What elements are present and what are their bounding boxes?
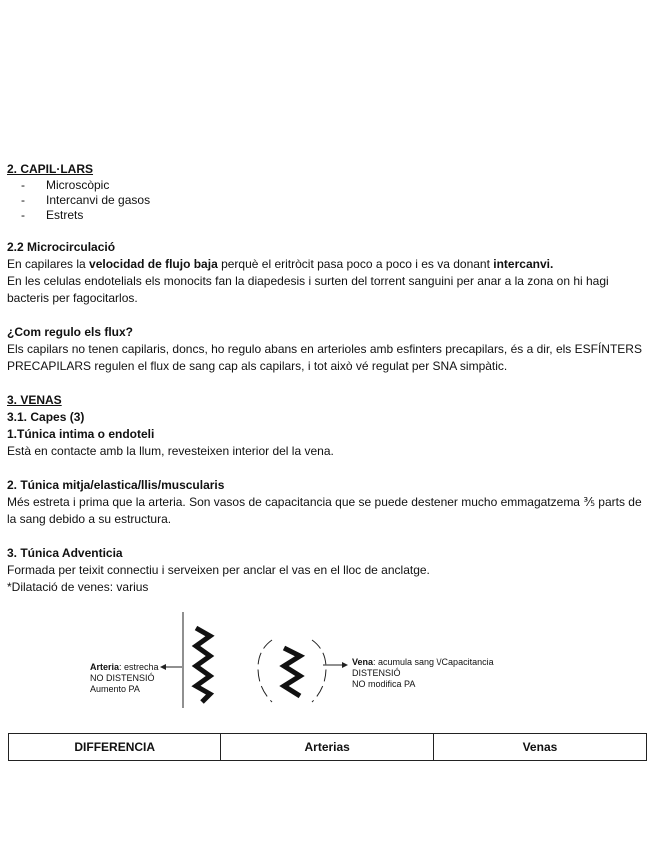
vena-wall-left — [258, 640, 272, 702]
vena-label-line3: NO modifica PA — [352, 679, 416, 689]
microcirculacio-paragraph-2: En les celulas endotelials els monocits fan la diapedesis i surten del torrent sanguini per anar a la zona on hi hagi bacteris per fagocitarlos. — [7, 274, 609, 305]
tunica-3-heading: 3. Túnica Adventicia — [7, 546, 123, 560]
text-run: En capilares la — [7, 257, 90, 271]
capes-heading: 3.1. Capes (3) — [7, 410, 85, 424]
spacer — [7, 528, 647, 545]
regulacio-heading: ¿Com regulo els flux? — [7, 325, 134, 339]
arteria-label-line3: Aumento PA — [90, 684, 140, 694]
vena-wall-right — [312, 640, 326, 702]
table-header-row — [9, 734, 647, 761]
table-header-cell: Arterias — [221, 734, 433, 761]
section-capillars — [7, 161, 647, 223]
microcirculacio-paragraph-1 — [7, 256, 647, 273]
tunica-1-text: Està en contacte amb la llum, revesteixen interior del la vena. — [7, 444, 334, 458]
arteria-arrowhead — [160, 664, 166, 670]
section-venas — [7, 392, 647, 596]
bold-text: intercanvi. — [493, 257, 554, 271]
capillars-list — [7, 178, 647, 223]
arteria-zigzag-icon — [196, 628, 210, 702]
arteria-label: Arteria: estrecha — [90, 662, 159, 672]
arteria-label-line2: NO DISTENSIÓ — [90, 673, 155, 683]
section-regulacio — [7, 324, 647, 375]
text-run: perquè el eritròcit pasa poco a poco i es va donant — [217, 257, 494, 271]
capillars-heading: 2. CAPIL·LARS — [7, 162, 94, 176]
table-header-cell: DIFFERENCIA — [9, 734, 221, 761]
tunica-1-heading: 1.Túnica intima o endoteli — [7, 427, 155, 441]
spacer — [7, 460, 647, 477]
dilatacio-note: *Dilatació de venes: varius — [7, 580, 149, 594]
microcirculacio-heading: 2.2 Microcirculació — [7, 240, 116, 254]
tunica-2-text: Més estreta i prima que la arteria. Son vasos de capacitancia que se puede destener mucho emmagatzema ⅗ parts de la sang debido a su estructura. — [7, 495, 642, 526]
bold-text: velocidad de flujo baja — [89, 257, 218, 271]
regulacio-paragraph: Els capilars no tenen capilaris, doncs, ho regulo abans en arterioles amb esfinters precapilars, és a dir, els ESFÍNTERS PRECAPILARS regulen el flux de sang cap als capilars, i tot això vé regulat per SNA simpàtic. — [7, 342, 642, 373]
list-item: - Intercanvi de gasos — [21, 193, 647, 208]
table-header-cell: Venas — [433, 734, 646, 761]
difference-table — [8, 733, 647, 761]
tunica-2-heading: 2. Túnica mitja/elastica/llis/muscularis — [7, 478, 225, 492]
vena-label-line2: DISTENSIÓ — [352, 668, 401, 678]
vena-arrowhead — [342, 662, 348, 668]
section-microcirculacio — [7, 239, 647, 307]
list-item: - Estrets — [21, 208, 647, 223]
tunica-3-text: Formada per teixit connectiu i serveixen per anclar el vas en el lloc de anclatge. — [7, 563, 430, 577]
vena-label: Vena: acumula sang \/Capacitancia — [352, 657, 494, 667]
venas-heading: 3. VENAS — [7, 393, 62, 407]
arteria-vena-diagram — [0, 610, 655, 710]
vena-zigzag-icon — [284, 648, 300, 696]
list-item: - Microscòpic — [21, 178, 647, 193]
